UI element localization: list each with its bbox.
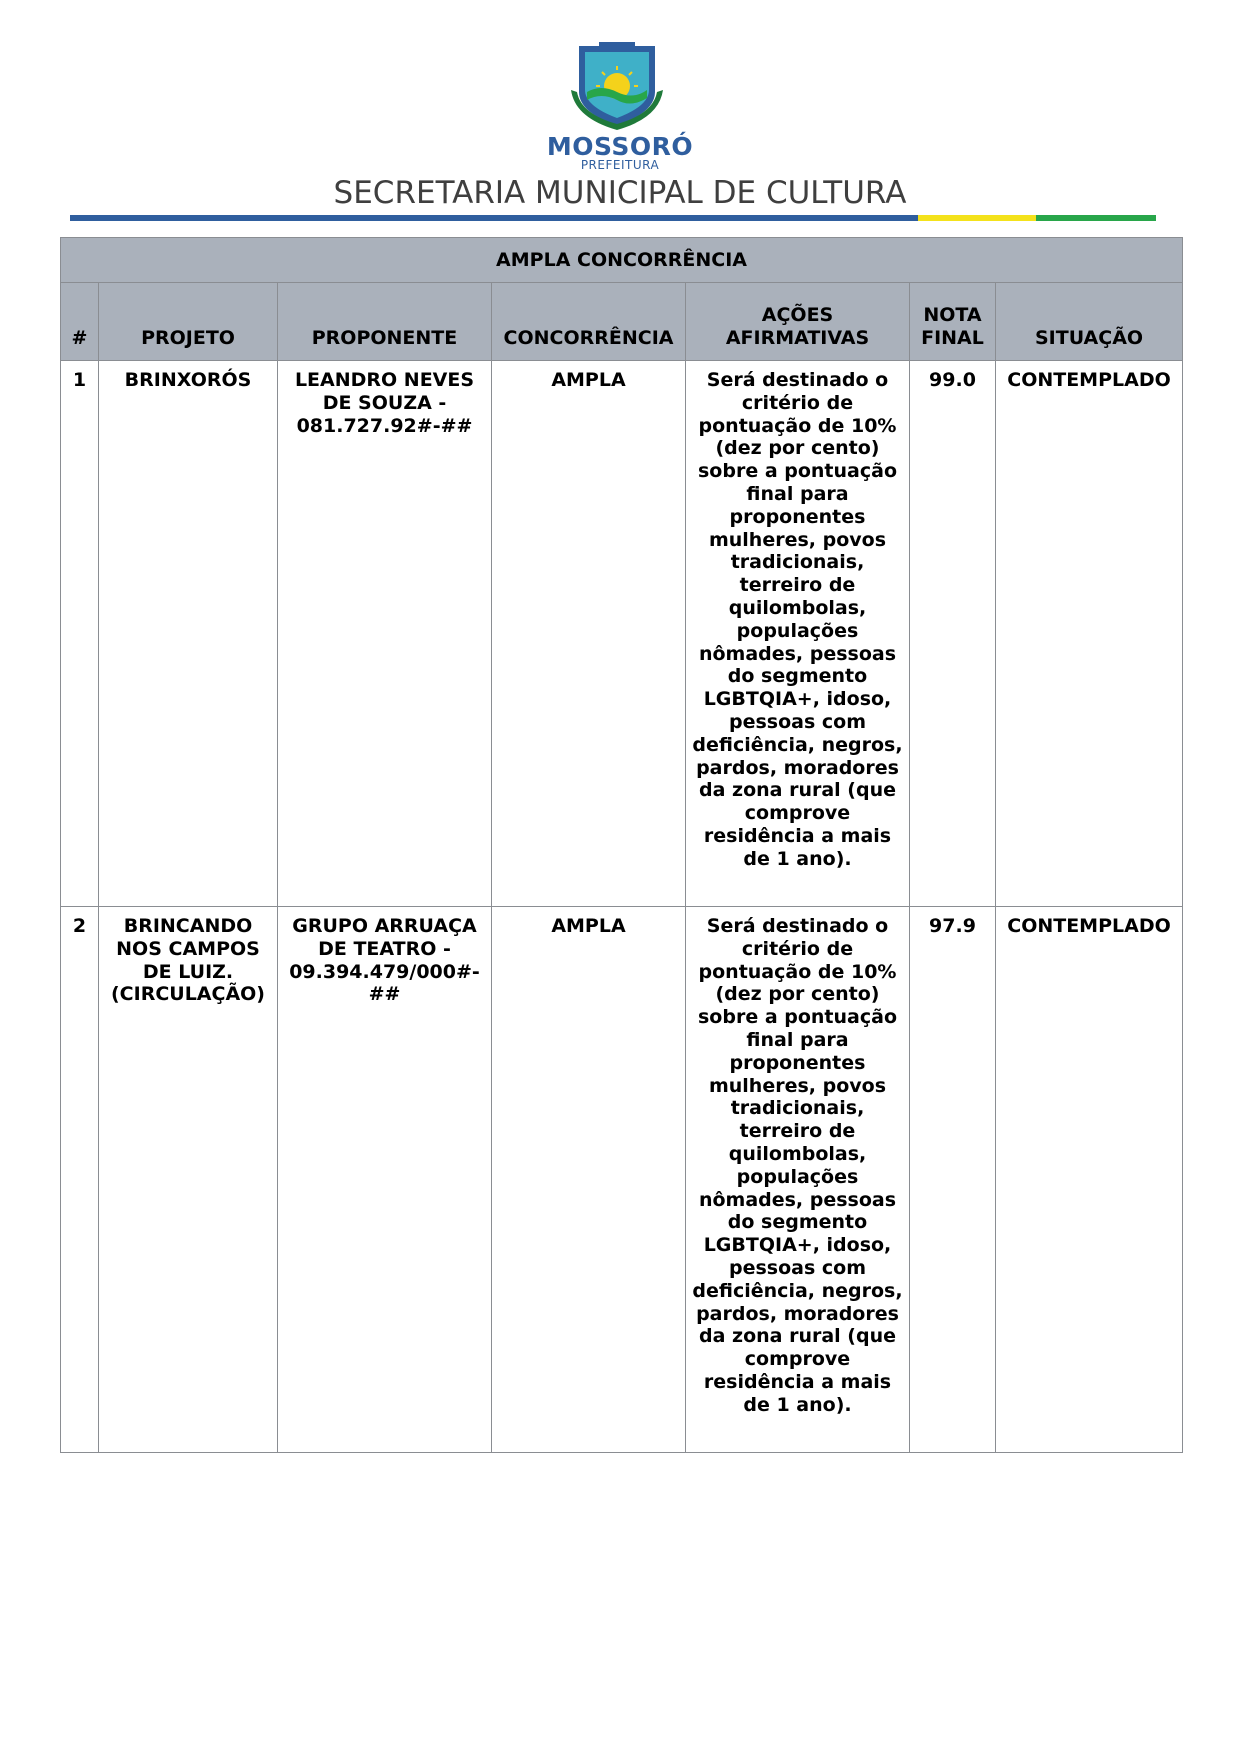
cell-projeto: BRINXORÓS: [99, 361, 278, 907]
column-header-acoes-afirmativas: AÇÕES AFIRMATIVAS: [686, 283, 910, 361]
column-header-number: #: [61, 283, 99, 361]
cell-acoes-afirmativas: Será destinado o critério de pontuação de 10% (dez por cento) sobre a pontuação final para proponentes mulheres, povos tradicionais, terreiro de quilombolas, populações nômades, pessoas do segmento LGBTQIA+, idoso, pessoas com deficiência, negros, pardos, moradores da zona rural (que comprove residência a mais de 1 ano).: [686, 907, 910, 1453]
brand-subtitle: PREFEITURA: [580, 158, 660, 172]
cell-nota-final: 97.9: [910, 907, 996, 1453]
table-row: [61, 361, 1183, 907]
cell-concorrencia: AMPLA: [492, 361, 686, 907]
column-header-nota-final: NOTA FINAL: [910, 283, 996, 361]
brand-name: MOSSORÓ: [546, 132, 694, 161]
table-row: [61, 907, 1183, 1453]
header-stripe-blue: [70, 215, 918, 221]
header-stripe-green: [1036, 215, 1156, 221]
cell-proponente: LEANDRO NEVES DE SOUZA - 081.727.92#-##: [278, 361, 492, 907]
cell-number: 1: [61, 361, 99, 907]
table-title: AMPLA CONCORRÊNCIA: [61, 238, 1183, 283]
cell-proponente: GRUPO ARRUAÇA DE TEATRO - 09.394.479/000#-##: [278, 907, 492, 1453]
cell-projeto: BRINCANDO NOS CAMPOS DE LUIZ. (CIRCULAÇÃO): [99, 907, 278, 1453]
department-title: SECRETARIA MUNICIPAL DE CULTURA: [333, 175, 907, 211]
cell-situacao: CONTEMPLADO: [996, 907, 1183, 1453]
city-crest-icon: [565, 40, 669, 132]
table-header-row: [61, 283, 1183, 361]
column-header-situacao: SITUAÇÃO: [996, 283, 1183, 361]
results-table: [60, 237, 1183, 1453]
page-header: [0, 0, 1240, 225]
cell-concorrencia: AMPLA: [492, 907, 686, 1453]
column-header-projeto: PROJETO: [99, 283, 278, 361]
cell-number: 2: [61, 907, 99, 1453]
table-title-row: [61, 238, 1183, 283]
cell-nota-final: 99.0: [910, 361, 996, 907]
cell-acoes-afirmativas: Será destinado o critério de pontuação de 10% (dez por cento) sobre a pontuação final para proponentes mulheres, povos tradicionais, terreiro de quilombolas, populações nômades, pessoas do segmento LGBTQIA+, idoso, pessoas com deficiência, negros, pardos, moradores da zona rural (que comprove residência a mais de 1 ano).: [686, 361, 910, 907]
header-stripe-yellow: [918, 215, 1036, 221]
column-header-proponente: PROPONENTE: [278, 283, 492, 361]
column-header-concorrencia: CONCORRÊNCIA: [492, 283, 686, 361]
cell-situacao: CONTEMPLADO: [996, 361, 1183, 907]
